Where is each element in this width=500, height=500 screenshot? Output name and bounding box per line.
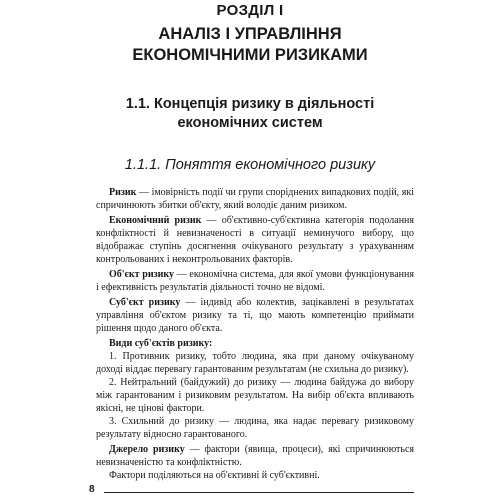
chapter-label: РОЗДІЛ І — [216, 2, 284, 19]
kind-item-3: 3. Схильний до ризику — людина, яка надає перевагу ризиковому результату відносно гарантованого. — [96, 416, 414, 440]
chapter-title-line-2: ЕКОНОМІЧНИМИ РИЗИКАМИ — [132, 46, 368, 64]
paragraph-factors: Фактори поділяються на об'єктивні й суб'єктивні. — [109, 470, 320, 481]
term-risk: Ризик — [109, 187, 137, 198]
chapter-title — [0, 24, 500, 66]
term-risk-object: Об'єкт ризику — [109, 269, 174, 280]
definition-risk-source: — фактори (явища, процеси), які спричинюються невизначеністю та конфліктністю. — [96, 444, 414, 468]
kind-item-2: 2. Нейтральний (байдужий) до ризику — людина байдужа до вибору між гарантованим і ризиковим результатом. На вибір об'єкта впливають якісні, не цінові фактори. — [96, 377, 414, 414]
body-text — [96, 186, 414, 482]
section-heading-line-1: 1.1. Концепція ризику в діяльності — [125, 96, 375, 112]
page-number: 8 — [89, 484, 95, 495]
section-heading — [0, 95, 500, 133]
term-economic-risk: Економічний ризик — [109, 215, 202, 226]
footer-rule — [104, 492, 414, 493]
definition-risk-object: — економічна система, для якої умови функціонування і ефективність результатів діяльності точно не відомі. — [96, 269, 414, 293]
paragraph-economic-risk — [96, 214, 414, 266]
term-risk-source: Джерело ризику — [109, 444, 185, 455]
definition-risk-subject: — індивід або колектив, зацікавлені в результатах управління об'єктом ризику та ті, що мають компетенцію приймати рішення щодо даного об'єкта. — [96, 297, 414, 334]
definition-risk: — імовірність події чи групи споріднених випадкових подій, які спричинюють збитки об'єкту, який володіє даним ризиком. — [96, 187, 414, 211]
paragraph-risk-object — [96, 268, 414, 294]
section-heading-line-2: економічних систем — [177, 115, 323, 131]
definition-economic-risk: — об'єктивно-суб'єктивна категорія подолання конфліктності й невизначеності в ситуації неминучого вибору, що відображає ступінь досягнення очікуваного результату з урахуванням контрольованих і неконтрольованих факторів. — [96, 215, 414, 265]
paragraph-risk-source — [96, 443, 414, 469]
chapter-title-line-1: АНАЛІЗ І УПРАВЛІННЯ — [158, 25, 342, 43]
subsection-heading: 1.1.1. Поняття економічного ризику — [124, 157, 376, 173]
kind-item-1: 1. Противник ризику, тобто людина, яка при даному очікуваному доході віддає перевагу гарантованим результатам (не схильна до ризику). — [96, 351, 414, 375]
paragraph-risk — [96, 186, 414, 212]
kinds-heading: Види суб'єктів ризику: — [109, 338, 213, 349]
term-risk-subject: Суб'єкт ризику — [109, 297, 181, 308]
paragraph-risk-subject — [96, 296, 414, 335]
